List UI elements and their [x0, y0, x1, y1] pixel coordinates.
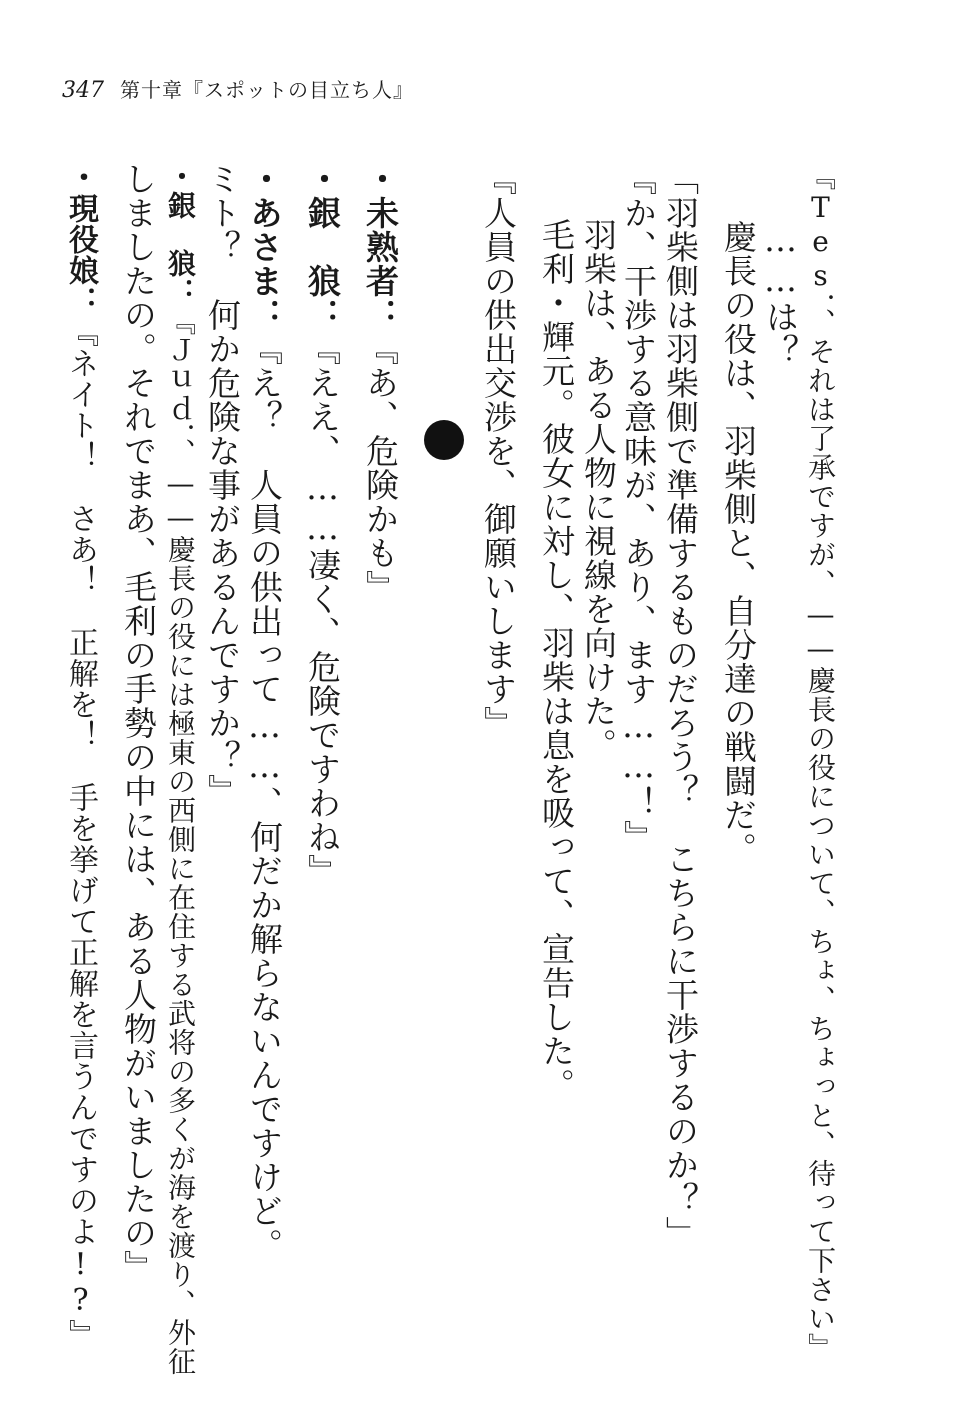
speaker-name: ・未熟者：	[361, 162, 400, 332]
text-column: 「羽柴側は羽柴側で準備するものだろう？ こちらに干渉するのか？」	[661, 162, 700, 1250]
chat-text: 『Ｊｕｄ．、——慶長の役には極東の西側に在住する武将の多くが海を渡り、外征	[164, 307, 197, 1376]
text-column: 慶長の役は、羽柴側と、自分達の戦闘だ。	[719, 220, 758, 866]
chat-entry	[302, 162, 342, 888]
chat-text: 『あ、危険かも』	[361, 332, 400, 604]
speaker-name: ・あさま：	[245, 162, 284, 332]
text-column: 『人員の供出交渉を、御願いします』	[479, 162, 518, 740]
running-header	[62, 78, 414, 103]
text-column: ……は？	[761, 220, 800, 368]
section-break-dot	[424, 420, 464, 460]
page-number: 347	[62, 78, 104, 103]
chat-entry	[160, 162, 200, 1376]
chat-entry	[118, 162, 158, 1284]
chat-text: 『え？ 人員の供出って……、何だか解らないんですけど。	[245, 332, 284, 1262]
speaker-name: ・銀 狼：	[303, 162, 342, 332]
chat-text: 『ネイト！ さあ！ 正解を！ 手を挙げて正解を言うんですのよ!?』	[63, 317, 98, 1350]
speaker-name: ・現役娘：	[63, 162, 98, 317]
chat-entry	[202, 162, 242, 808]
speaker-name: ・銀 狼：	[164, 162, 197, 307]
chat-text: 『ええ、……凄く、危険ですわね』	[303, 332, 342, 888]
text-column: 『か、干渉する意味が、あり、ます……！』	[619, 162, 658, 854]
chat-text: しましたの。それでまあ、毛利の手勢の中には、ある人物がいましたの』	[119, 162, 158, 1284]
chat-entry	[244, 162, 284, 1262]
text-column: 羽柴は、ある人物に視線を向けた。	[579, 218, 618, 762]
chat-text: ミト？ 何か危険な事があるんですか？』	[203, 162, 242, 808]
chat-entry	[60, 162, 100, 1350]
text-column: 毛利・輝元。彼女に対し、羽柴は息を吸って、宣告した。	[537, 218, 576, 1102]
chapter-title: 第十章『スポットの目立ち人』	[120, 78, 414, 102]
chat-entry	[360, 162, 400, 604]
text-column: 『Tes．、それは了承ですが、——慶長の役について、ちょ、ちょっと、待って下さい』	[804, 162, 837, 1362]
